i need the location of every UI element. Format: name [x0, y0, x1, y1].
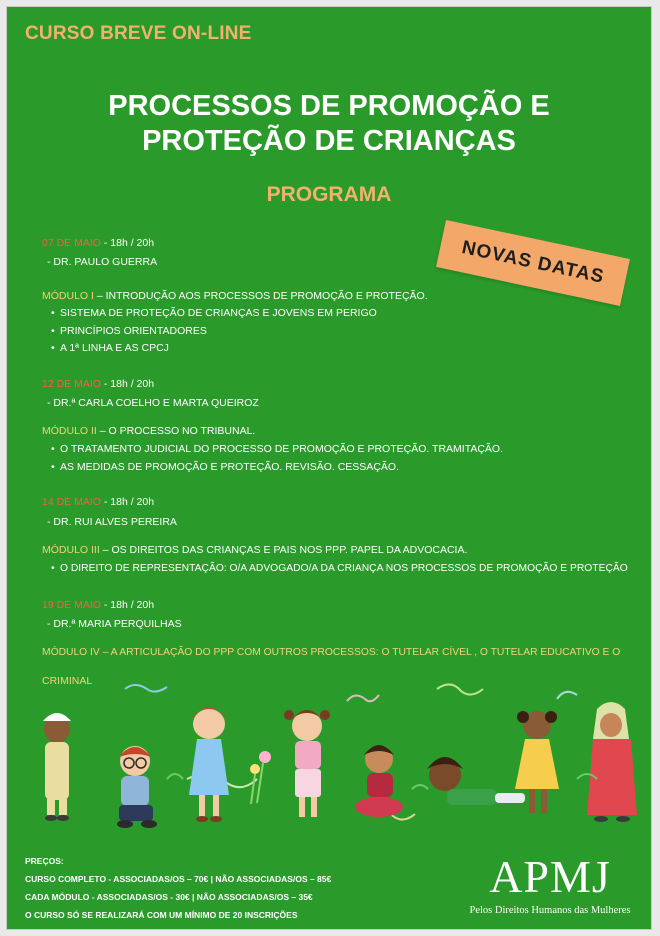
child-8-figure	[587, 702, 637, 822]
scribble-cloud	[125, 685, 167, 692]
scribble-blue	[557, 692, 577, 699]
session-time: - 18h / 20h	[100, 378, 155, 390]
session-4-speaker: - DR.ª MARIA PERQUILHAS	[47, 618, 182, 630]
session-time: - 18h / 20h	[100, 496, 155, 508]
session-3-speaker: - DR. RUI ALVES PEREIRA	[47, 516, 177, 528]
minimum-enrolment-note: O CURSO SÓ SE REALIZARÁ COM UM MÍNIMO DE 20 INSCRIÇÕES	[25, 910, 298, 920]
module-title: – OS DIREITOS DAS CRIANÇAS E PAIS NOS PPP. PAPEL DA ADVOCACIA.	[99, 544, 468, 556]
session-date: 19 DE MAIO	[42, 599, 101, 611]
module-label: MÓDULO II	[42, 425, 97, 437]
module-label: MÓDULO I	[42, 290, 94, 302]
child-3-figure	[189, 707, 229, 822]
bullet-text: O TRATAMENTO JUDICIAL DO PROCESSO DE PROMOÇÃO E PROTEÇÃO. TRAMITAÇÃO.	[60, 443, 503, 455]
list-item: • O DIREITO DE REPRESENTAÇÃO: O/A ADVOGADO/A DA CRIANÇA NOS PROCESSOS DE PROMOÇÃO E PROTEÇÃO	[51, 563, 628, 574]
bullet-text: O DIREITO DE REPRESENTAÇÃO: O/A ADVOGADO/A DA CRIANÇA NOS PROCESSOS DE PROMOÇÃO E PROTEÇÃO	[60, 563, 628, 574]
session-date: 14 DE MAIO	[42, 496, 101, 508]
module-2-line	[42, 425, 255, 437]
session-1-date-line	[42, 237, 154, 249]
session-date: 12 DE MAIO	[42, 378, 101, 390]
session-time: - 18h / 20h	[100, 599, 155, 611]
page-title	[7, 89, 651, 159]
session-time: - 18h / 20h	[100, 237, 155, 249]
bullet-text: SISTEMA DE PROTEÇÃO DE CRIANÇAS E JOVENS EM PERIGO	[60, 307, 377, 319]
new-dates-badge: NOVAS DATAS	[436, 220, 630, 306]
prices-block	[25, 852, 331, 924]
session-3-date-line	[42, 496, 154, 508]
session-2-date-line	[42, 378, 154, 390]
scribble-green	[437, 684, 483, 694]
list-item: • AS MEDIDAS DE PROMOÇÃO E PROTEÇÃO. REVISÃO. CESSAÇÃO.	[51, 461, 399, 473]
module-3-line	[42, 544, 467, 556]
list-item: • PRINCÍPIOS ORIENTADORES	[51, 325, 207, 337]
bullet-text: A 1ª LINHA E AS CPCJ	[60, 342, 169, 354]
bullet-text: AS MEDIDAS DE PROMOÇÃO E PROTEÇÃO. REVISÃO. CESSAÇÃO.	[60, 461, 399, 473]
module-title: – INTRODUÇÃO AOS PROCESSOS DE PROMOÇÃO E PROTEÇÃO.	[93, 290, 428, 302]
child-2-figure	[117, 746, 157, 828]
session-date: 07 DE MAIO	[42, 237, 101, 249]
poster	[6, 6, 652, 930]
bullet-text: PRINCÍPIOS ORIENTADORES	[60, 325, 207, 337]
child-1-figure	[43, 713, 71, 821]
course-type-label: CURSO BREVE ON-LINE	[25, 23, 252, 44]
child-6-figure	[427, 757, 525, 805]
module-label: MÓDULO IV	[42, 647, 100, 658]
module-title: – A ARTICULAÇÃO DO PPP COM OUTROS PROCESSOS: O TUTELAR CÍVEL , O TUTELAR EDUCATIVO E O	[99, 647, 621, 658]
session-1-speaker: - DR. PAULO GUERRA	[47, 256, 158, 268]
logo-tagline: Pelos Direitos Humanos das Mulheres	[469, 905, 631, 916]
price-per-module: CADA MÓDULO - ASSOCIADAS/OS - 30€ | NÃO ASSOCIADAS/OS – 35€	[25, 892, 313, 902]
session-2-speaker: - DR.ª CARLA COELHO E MARTA QUEIROZ	[47, 397, 259, 409]
title-line-2: PROTEÇÃO DE CRIANÇAS	[142, 125, 516, 157]
module-title: – O PROCESSO NO TRIBUNAL.	[96, 425, 256, 437]
child-5-figure	[355, 745, 403, 817]
list-item: • O TRATAMENTO JUDICIAL DO PROCESSO DE PROMOÇÃO E PROTEÇÃO. TRAMITAÇÃO.	[51, 443, 503, 455]
module-4-line	[42, 647, 620, 658]
logo-text: APMJ	[489, 851, 611, 902]
title-line-1: PROCESSOS DE PROMOÇÃO E	[108, 90, 550, 122]
flower-drawing	[250, 751, 271, 804]
child-4-figure	[284, 710, 330, 817]
session-4-date-line	[42, 599, 154, 611]
scribble-pink	[347, 695, 379, 701]
children-illustration	[17, 679, 643, 849]
price-full-course: CURSO COMPLETO - ASSOCIADAS/OS – 70€ | NÃO ASSOCIADAS/OS – 85€	[25, 874, 332, 884]
program-heading: PROGRAMA	[266, 183, 392, 206]
apmj-logo	[459, 853, 641, 916]
module-1-line	[42, 290, 428, 302]
list-item: • SISTEMA DE PROTEÇÃO DE CRIANÇAS E JOVENS EM PERIGO	[51, 307, 377, 319]
list-item: • A 1ª LINHA E AS CPCJ	[51, 342, 169, 354]
module-title-cont: CRIMINAL	[42, 675, 93, 687]
module-label: MÓDULO III	[42, 544, 100, 556]
prices-heading: PREÇOS:	[25, 856, 64, 866]
